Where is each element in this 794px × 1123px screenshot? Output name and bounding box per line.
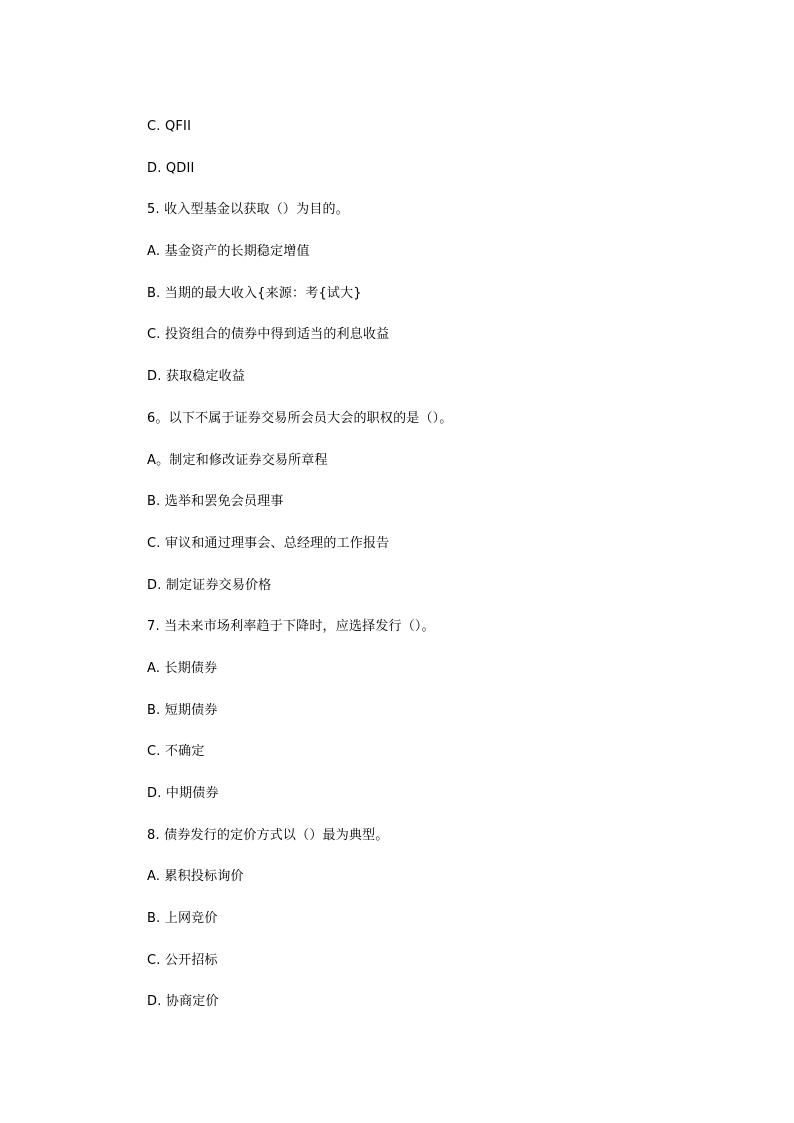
question-5-option-b: B. 当期的最大收入{来源：考{试大} bbox=[147, 285, 362, 301]
question-7: 7. 当未来市场利率趋于下降时，应选择发行（）。 bbox=[147, 619, 435, 635]
question-8-option-c: C. 公开招标 bbox=[147, 952, 218, 968]
question-8-option-b: B. 上网竞价 bbox=[147, 911, 218, 927]
question-6: 6。以下不属于证券交易所会员大会的职权的是（）。 bbox=[147, 410, 453, 426]
option-d-qdii: D. QDII bbox=[147, 160, 195, 176]
question-7-option-d: D. 中期债券 bbox=[147, 786, 219, 801]
question-list bbox=[147, 117, 707, 1034]
question-5-option-d: D. 获取稳定收益 bbox=[147, 369, 246, 385]
question-7-option-b: B. 短期债券 bbox=[147, 702, 218, 718]
question-5-option-a: A. 基金资产的长期稳定增值 bbox=[147, 244, 310, 260]
question-5-option-c: C. 投资组合的债券中得到适当的利息收益 bbox=[147, 327, 390, 343]
question-5: 5. 收入型基金以获取（）为目的。 bbox=[147, 202, 349, 218]
question-7-option-c: C. 不确定 bbox=[147, 744, 205, 760]
question-8-option-a: A. 累积投标询价 bbox=[147, 869, 244, 885]
question-8-option-d: D. 协商定价 bbox=[147, 994, 219, 1010]
question-6-option-c: C. 审议和通过理事会、总经理的工作报告 bbox=[147, 535, 390, 551]
question-6-option-d: D. 制定证券交易价格 bbox=[147, 577, 272, 593]
question-6-option-b: B. 选举和罢免会员理事 bbox=[147, 494, 284, 510]
question-7-option-a: A. 长期债券 bbox=[147, 660, 218, 676]
question-8: 8. 债券发行的定价方式以（）最为典型。 bbox=[147, 827, 389, 843]
option-c-qfii: C. QFII bbox=[147, 119, 192, 134]
question-6-option-a: A。制定和修改证券交易所章程 bbox=[147, 452, 328, 468]
